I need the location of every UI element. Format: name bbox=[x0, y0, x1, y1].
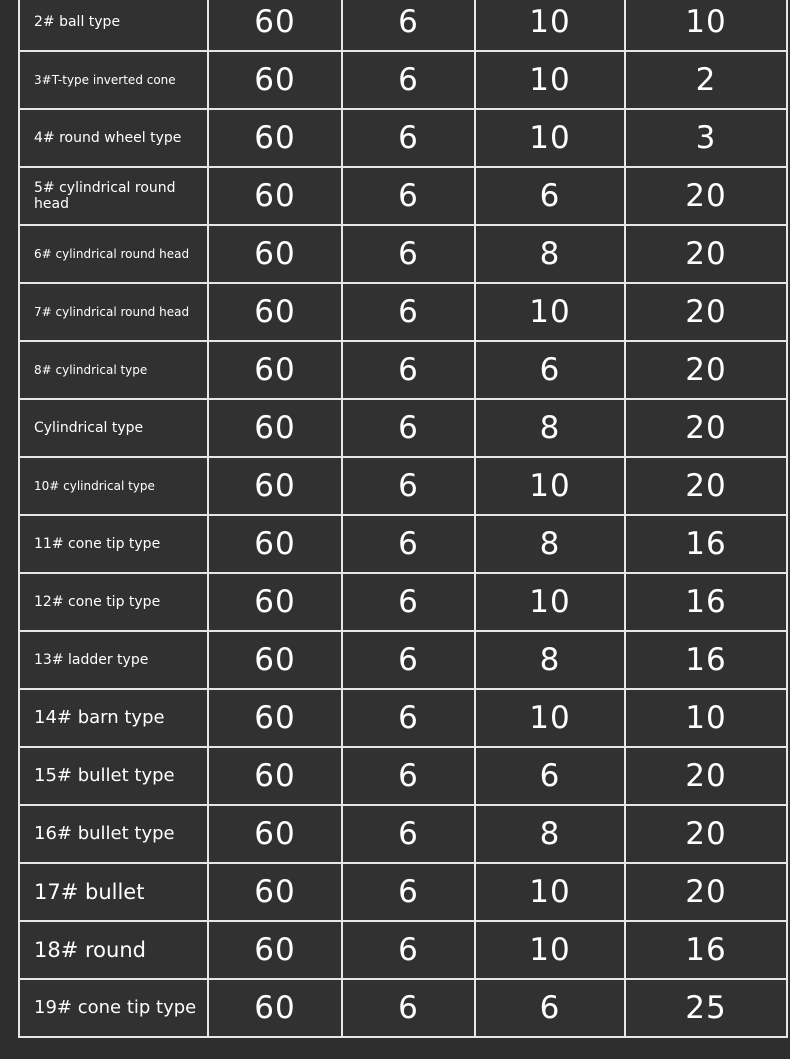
row-value-3: 10 bbox=[475, 0, 625, 51]
row-value-1: 60 bbox=[208, 631, 342, 689]
row-value-3: 10 bbox=[475, 109, 625, 167]
table-row bbox=[19, 515, 787, 573]
row-type-name: 2# ball type bbox=[19, 0, 208, 51]
row-value-3: 10 bbox=[475, 457, 625, 515]
spec-table bbox=[18, 0, 788, 1038]
row-value-1: 60 bbox=[208, 979, 342, 1037]
table-row bbox=[19, 283, 787, 341]
row-value-3: 10 bbox=[475, 573, 625, 631]
row-type-name: 16# bullet type bbox=[19, 805, 208, 863]
row-value-4: 20 bbox=[625, 457, 787, 515]
row-value-4: 2 bbox=[625, 51, 787, 109]
row-value-4: 3 bbox=[625, 109, 787, 167]
row-value-1: 60 bbox=[208, 515, 342, 573]
row-value-3: 6 bbox=[475, 979, 625, 1037]
table-row bbox=[19, 109, 787, 167]
row-type-name: 3#T-type inverted cone bbox=[19, 51, 208, 109]
row-value-1: 60 bbox=[208, 457, 342, 515]
table-row bbox=[19, 805, 787, 863]
row-value-4: 25 bbox=[625, 979, 787, 1037]
row-value-2: 6 bbox=[342, 689, 475, 747]
row-value-4: 20 bbox=[625, 341, 787, 399]
row-value-4: 16 bbox=[625, 515, 787, 573]
table-row bbox=[19, 979, 787, 1037]
row-value-1: 60 bbox=[208, 0, 342, 51]
row-value-1: 60 bbox=[208, 225, 342, 283]
row-value-3: 8 bbox=[475, 225, 625, 283]
row-value-4: 20 bbox=[625, 399, 787, 457]
row-value-2: 6 bbox=[342, 283, 475, 341]
row-value-3: 8 bbox=[475, 399, 625, 457]
table-row bbox=[19, 631, 787, 689]
row-value-4: 16 bbox=[625, 631, 787, 689]
row-value-2: 6 bbox=[342, 225, 475, 283]
row-type-name: 17# bullet bbox=[19, 863, 208, 921]
row-type-name: 5# cylindrical round head bbox=[19, 167, 208, 225]
row-value-3: 6 bbox=[475, 341, 625, 399]
row-type-name: 10# cylindrical type bbox=[19, 457, 208, 515]
row-value-2: 6 bbox=[342, 399, 475, 457]
row-value-4: 20 bbox=[625, 747, 787, 805]
row-value-4: 10 bbox=[625, 689, 787, 747]
row-value-4: 20 bbox=[625, 863, 787, 921]
row-value-1: 60 bbox=[208, 341, 342, 399]
row-value-3: 10 bbox=[475, 51, 625, 109]
row-value-2: 6 bbox=[342, 457, 475, 515]
row-value-1: 60 bbox=[208, 921, 342, 979]
row-value-1: 60 bbox=[208, 167, 342, 225]
row-value-3: 8 bbox=[475, 805, 625, 863]
row-value-1: 60 bbox=[208, 51, 342, 109]
row-value-1: 60 bbox=[208, 573, 342, 631]
row-value-2: 6 bbox=[342, 0, 475, 51]
table-row bbox=[19, 225, 787, 283]
row-value-2: 6 bbox=[342, 863, 475, 921]
row-value-2: 6 bbox=[342, 51, 475, 109]
row-value-4: 10 bbox=[625, 0, 787, 51]
table-row bbox=[19, 341, 787, 399]
row-value-2: 6 bbox=[342, 341, 475, 399]
row-type-name: 11# cone tip type bbox=[19, 515, 208, 573]
row-value-1: 60 bbox=[208, 399, 342, 457]
row-value-1: 60 bbox=[208, 863, 342, 921]
row-value-3: 10 bbox=[475, 863, 625, 921]
row-type-name: 7# cylindrical round head bbox=[19, 283, 208, 341]
table-row bbox=[19, 0, 787, 51]
table-row bbox=[19, 863, 787, 921]
table-row bbox=[19, 51, 787, 109]
row-value-3: 6 bbox=[475, 747, 625, 805]
row-value-3: 8 bbox=[475, 631, 625, 689]
row-type-name: 4# round wheel type bbox=[19, 109, 208, 167]
row-value-4: 20 bbox=[625, 805, 787, 863]
row-value-2: 6 bbox=[342, 921, 475, 979]
row-value-4: 16 bbox=[625, 573, 787, 631]
row-value-2: 6 bbox=[342, 631, 475, 689]
row-value-3: 10 bbox=[475, 689, 625, 747]
row-value-2: 6 bbox=[342, 805, 475, 863]
table-row bbox=[19, 921, 787, 979]
row-type-name: 18# round bbox=[19, 921, 208, 979]
table-row bbox=[19, 689, 787, 747]
table-row bbox=[19, 399, 787, 457]
row-value-4: 20 bbox=[625, 283, 787, 341]
row-value-2: 6 bbox=[342, 515, 475, 573]
row-value-2: 6 bbox=[342, 747, 475, 805]
row-value-1: 60 bbox=[208, 283, 342, 341]
row-value-3: 8 bbox=[475, 515, 625, 573]
row-value-2: 6 bbox=[342, 109, 475, 167]
table-row bbox=[19, 457, 787, 515]
row-type-name: Cylindrical type bbox=[19, 399, 208, 457]
row-value-1: 60 bbox=[208, 747, 342, 805]
row-type-name: 19# cone tip type bbox=[19, 979, 208, 1037]
row-value-2: 6 bbox=[342, 167, 475, 225]
table-row bbox=[19, 167, 787, 225]
spec-table-container bbox=[18, 0, 775, 1059]
row-value-1: 60 bbox=[208, 109, 342, 167]
row-type-name: 8# cylindrical type bbox=[19, 341, 208, 399]
row-type-name: 14# barn type bbox=[19, 689, 208, 747]
table-row bbox=[19, 573, 787, 631]
row-value-4: 16 bbox=[625, 921, 787, 979]
row-type-name: 13# ladder type bbox=[19, 631, 208, 689]
row-value-1: 60 bbox=[208, 805, 342, 863]
row-value-4: 20 bbox=[625, 167, 787, 225]
row-value-3: 6 bbox=[475, 167, 625, 225]
row-type-name: 12# cone tip type bbox=[19, 573, 208, 631]
row-value-4: 20 bbox=[625, 225, 787, 283]
row-value-2: 6 bbox=[342, 979, 475, 1037]
row-type-name: 6# cylindrical round head bbox=[19, 225, 208, 283]
spec-table-body bbox=[19, 0, 787, 1037]
row-value-1: 60 bbox=[208, 689, 342, 747]
row-value-3: 10 bbox=[475, 283, 625, 341]
row-value-3: 10 bbox=[475, 921, 625, 979]
row-value-2: 6 bbox=[342, 573, 475, 631]
table-row bbox=[19, 747, 787, 805]
row-type-name: 15# bullet type bbox=[19, 747, 208, 805]
